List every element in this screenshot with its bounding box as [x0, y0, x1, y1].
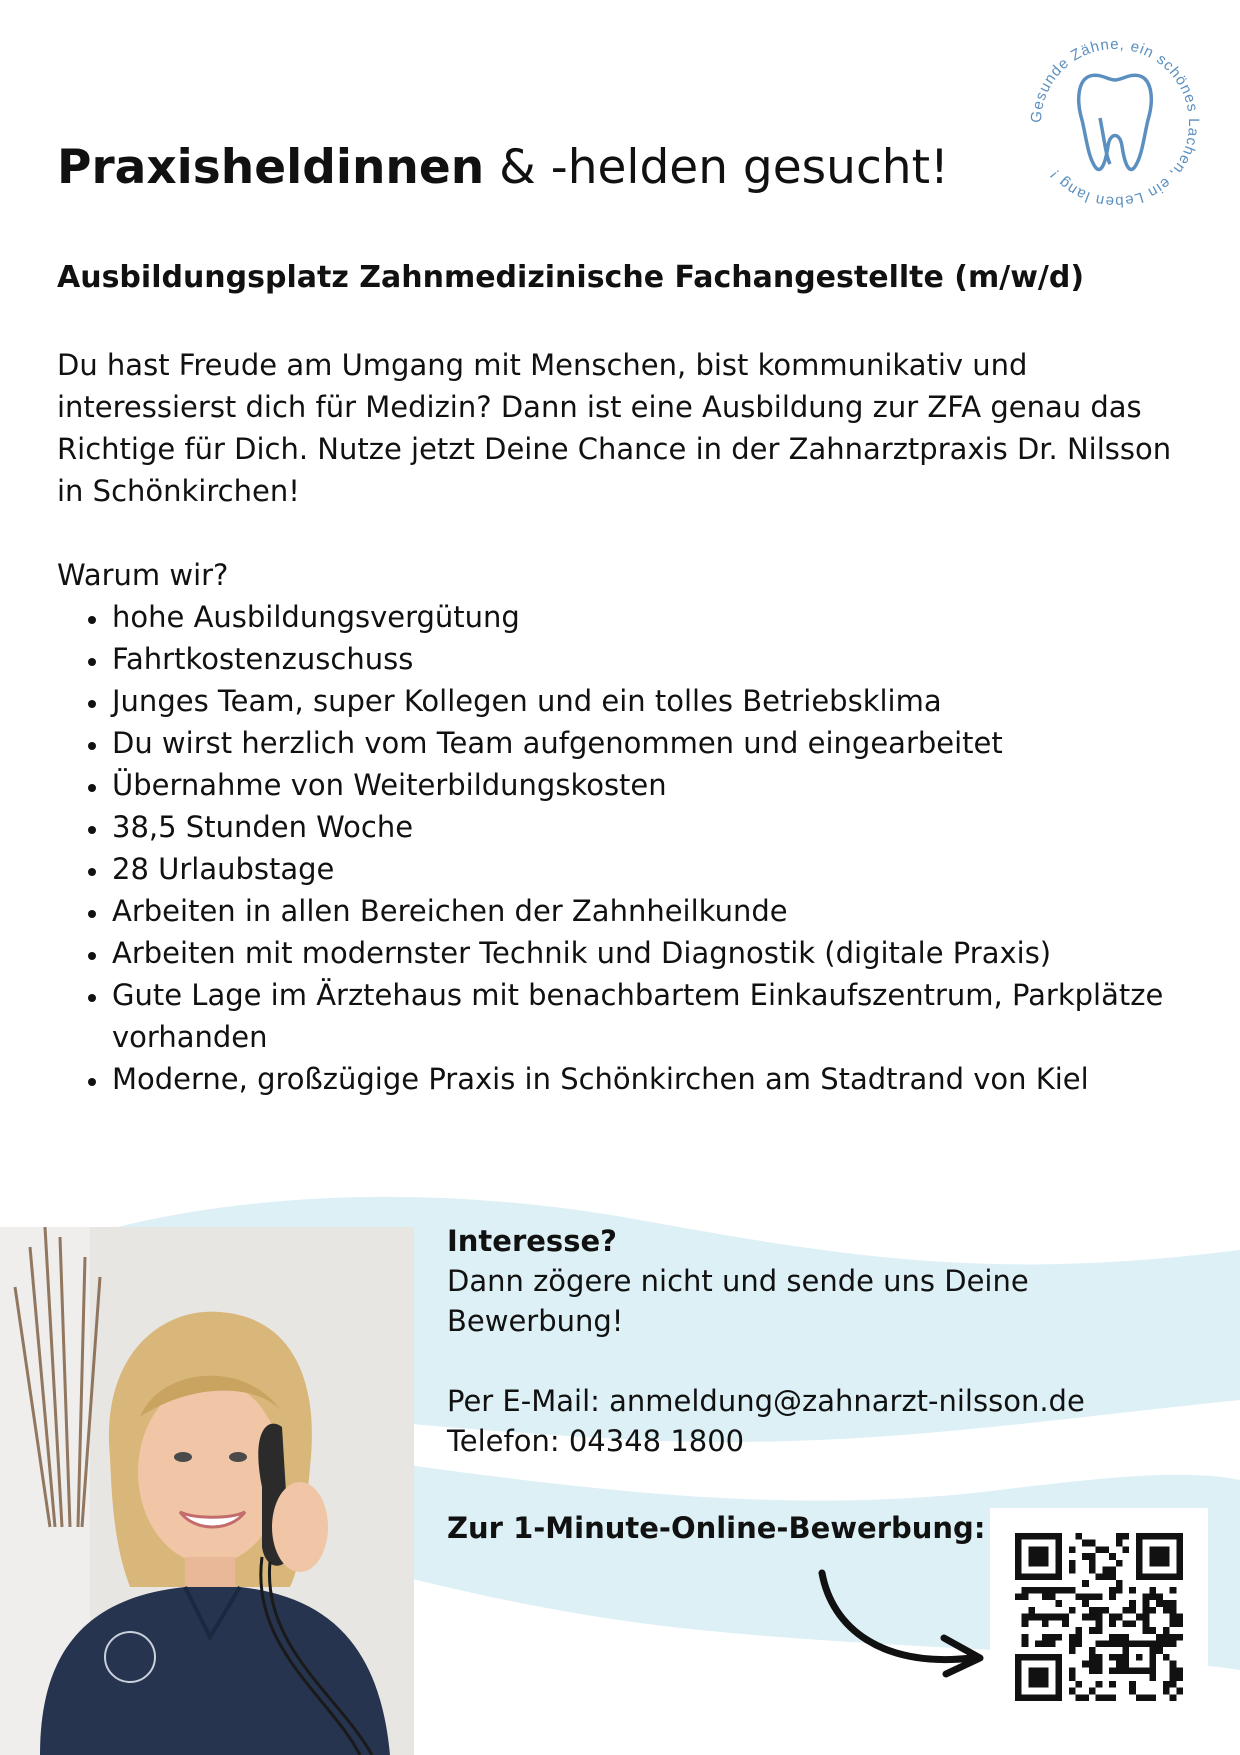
list-item: • Junges Team, super Kollegen und ein tolles Betriebsklima: [110, 680, 1220, 722]
interest-heading: Interesse?: [447, 1224, 617, 1258]
curved-arrow-icon: [812, 1568, 992, 1678]
list-item: • Gute Lage im Ärztehaus mit benachbartem Einkaufszentrum, Parkplätze vorhanden: [110, 974, 1220, 1058]
headline-rest: & -helden gesucht!: [484, 140, 949, 195]
list-item: • Moderne, großzügige Praxis in Schönkirchen am Stadtrand von Kiel: [110, 1058, 1220, 1100]
list-item: • hohe Ausbildungsvergütung: [110, 596, 1220, 638]
qr-code-icon: [1015, 1533, 1183, 1701]
intro-paragraph: Du hast Freude am Umgang mit Menschen, bist kommunikativ und interessierst dich für Medizin? Dann ist eine Ausbildung zur ZFA genau das Richtige für Dich. Nutze jetzt Deine Chance in der Zahnarztpraxis Dr. Nilsson in Schönkirchen!: [57, 348, 1172, 508]
practice-logo: [1020, 28, 1210, 218]
benefits-list: [57, 596, 1220, 1100]
list-item: • Du wirst herzlich vom Team aufgenommen und eingearbeitet: [110, 722, 1220, 764]
cta-text: Dann zögere nicht und sende uns Deine Bewerbung!: [447, 1264, 1029, 1338]
phone-line[interactable]: Telefon: 04348 1800: [447, 1424, 745, 1458]
list-item: • Fahrtkostenzuschuss: [110, 638, 1220, 680]
list-item: • Übernahme von Weiterbildungskosten: [110, 764, 1220, 806]
page-title: [57, 138, 1017, 198]
staff-photo: [0, 1227, 414, 1755]
tooth-icon: [1079, 75, 1152, 169]
why-us-heading: Warum wir?: [57, 558, 229, 592]
list-item: • 38,5 Stunden Woche: [110, 806, 1220, 848]
qr-code[interactable]: [990, 1508, 1208, 1725]
headline-bold: Praxisheldinnen: [57, 140, 485, 195]
list-item: • 28 Urlaubstage: [110, 848, 1220, 890]
online-application-label: Zur 1-Minute-Online-Bewerbung:: [447, 1511, 986, 1545]
contact-block: [447, 1221, 1167, 1461]
list-item: • Arbeiten mit modernster Technik und Diagnostik (digitale Praxis): [110, 932, 1220, 974]
job-subtitle: Ausbildungsplatz Zahnmedizinische Fachangestellte (m/w/d): [57, 260, 1085, 295]
svg-text:Gesunde Zähne, ein schönes Lac: Gesunde Zähne, ein schönes Lachen, ein Leben lang !: [1027, 35, 1203, 211]
list-item: • Arbeiten in allen Bereichen der Zahnheilkunde: [110, 890, 1220, 932]
email-line[interactable]: Per E-Mail: anmeldung@zahnarzt-nilsson.de: [447, 1384, 1085, 1418]
